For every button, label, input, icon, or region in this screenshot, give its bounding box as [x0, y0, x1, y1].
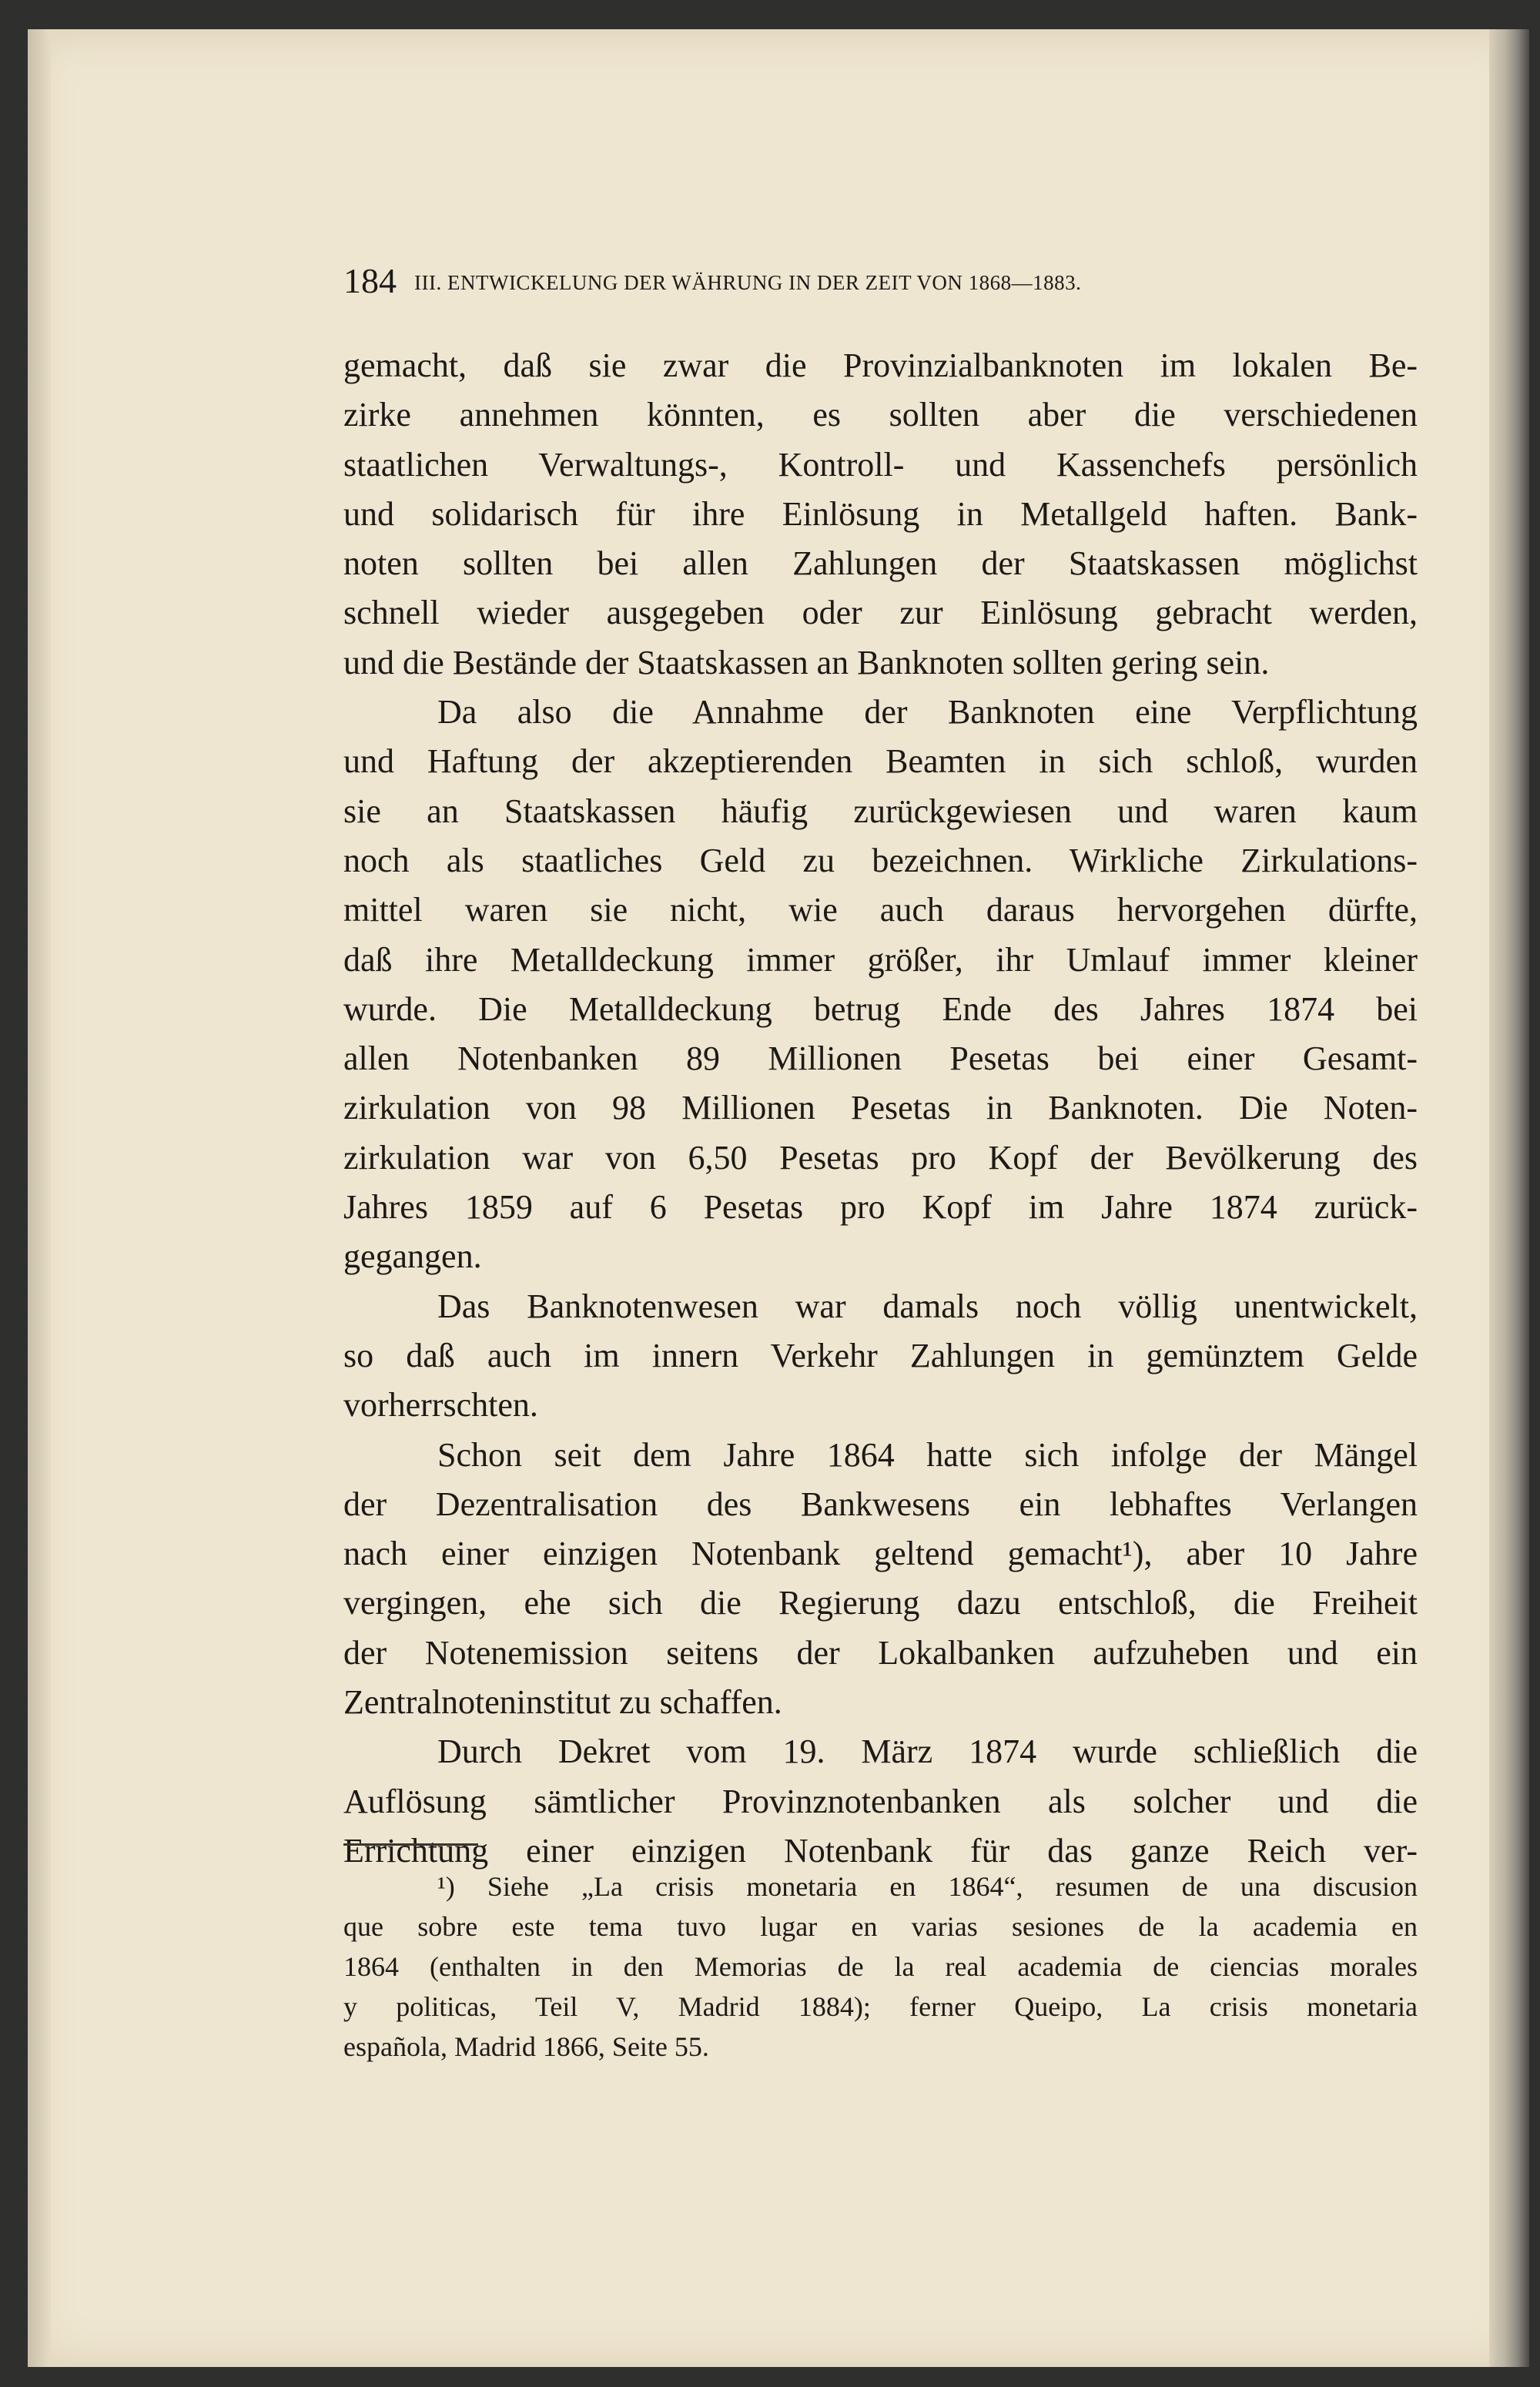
text-line: Zentralnoteninstitut zu schaffen.: [343, 1683, 782, 1722]
footnote-line: 1864 (enthalten in den Memorias de la real academia de ciencias morales: [343, 1951, 1418, 1982]
text-line: noten sollten bei allen Zahlungen der Staatskassen möglichst: [343, 544, 1418, 583]
text-line: schnell wieder ausgegeben oder zur Einlösung gebracht werden,: [343, 594, 1418, 632]
text-line: vergingen, ehe sich die Regierung dazu entschloß, die Freiheit: [343, 1584, 1418, 1622]
paragraph: [343, 1282, 1418, 1431]
text-line: wurde. Die Metalldeckung betrug Ende des Jahres 1874 bei: [343, 989, 1418, 1028]
footnote-rule: [343, 1843, 478, 1846]
text-line: und solidarisch für ihre Einlösung in Metallgeld haften. Bank-: [343, 494, 1418, 533]
text-line: gemacht, daß sie zwar die Provinzialbanknoten im lokalen Be-: [343, 346, 1418, 384]
page-stack-edge: [1489, 29, 1529, 2367]
text-line: zirkulation von 98 Millionen Pesetas in Banknoten. Die Noten-: [343, 1089, 1418, 1127]
footnote-line: española, Madrid 1866, Seite 55.: [343, 2031, 709, 2062]
text-line: und Haftung der akzeptierenden Beamten in sich schloß, wurden: [343, 742, 1418, 781]
text-line: gegangen.: [343, 1237, 482, 1276]
text-line: der Dezentralisation des Bankwesens ein lebhaftes Verlangen: [343, 1485, 1418, 1523]
body-text: [343, 341, 1418, 1876]
page-number: 184: [343, 261, 397, 300]
footnote-line: que sobre este tema tuvo lugar en varias sesiones de la academia en: [343, 1911, 1418, 1942]
text-line: mittel waren sie nicht, wie auch daraus hervorgehen dürfte,: [343, 891, 1418, 929]
text-line: staatlichen Verwaltungs-, Kontroll- und Kassenchefs persönlich: [343, 445, 1418, 484]
running-header: [343, 260, 1421, 306]
paragraph: [343, 1727, 1418, 1876]
text-line: allen Notenbanken 89 Millionen Pesetas bei einer Gesamt-: [343, 1040, 1418, 1078]
text-line: der Notenemission seitens der Lokalbanken aufzuheben und ein: [343, 1633, 1418, 1672]
page-gutter: [28, 29, 51, 2367]
text-line: sie an Staatskassen häufig zurückgewiesen und waren kaum: [343, 792, 1418, 830]
text-line: so daß auch im innern Verkehr Zahlungen in gemünztem Gelde: [343, 1336, 1418, 1374]
text-line: und die Bestände der Staatskassen an Banknoten sollten gering sein.: [343, 643, 1270, 681]
paragraph: [343, 688, 1418, 1282]
text-line: nach einer einzigen Notenbank geltend gemacht¹), aber 10 Jahre: [343, 1535, 1418, 1573]
text-line: daß ihre Metalldeckung immer größer, ihr Umlauf immer kleiner: [343, 940, 1418, 979]
text-line: Jahres 1859 auf 6 Pesetas pro Kopf im Jahre 1874 zurück-: [343, 1188, 1418, 1227]
footnote-line: y politicas, Teil V, Madrid 1884); ferner Queipo, La crisis monetaria: [343, 1991, 1418, 2022]
text-line: Das Banknotenwesen war damals noch völlig unentwickelt,: [437, 1287, 1418, 1325]
footnote-line: ¹) Siehe „La crisis monetaria en 1864“, resumen de una discusion: [437, 1871, 1418, 1902]
paragraph: [343, 341, 1418, 688]
text-line: Errichtung einer einzigen Notenbank für das ganze Reich ver-: [343, 1831, 1418, 1870]
paragraph: [343, 1431, 1418, 1728]
text-line: vorherrschten.: [343, 1386, 538, 1424]
text-line: zirkulation war von 6,50 Pesetas pro Kopf der Bevölkerung des: [343, 1138, 1418, 1177]
text-line: Da also die Annahme der Banknoten eine Verpflichtung: [437, 693, 1418, 732]
text-line: Durch Dekret vom 19. März 1874 wurde schließlich die: [437, 1732, 1418, 1771]
text-line: noch als staatliches Geld zu bezeichnen. Wirkliche Zirkulations-: [343, 841, 1418, 879]
text-line: Schon seit dem Jahre 1864 hatte sich infolge der Mängel: [437, 1435, 1418, 1474]
text-line: zirke annehmen könnten, es sollten aber die verschiedenen: [343, 396, 1418, 434]
footnote: [343, 1866, 1418, 2067]
running-title: III. ENTWICKELUNG DER WÄHRUNG IN DER ZEIT VON 1868—1883.: [414, 271, 1082, 294]
text-line: Auflösung sämtlicher Provinznotenbanken als solcher und die: [343, 1782, 1418, 1820]
